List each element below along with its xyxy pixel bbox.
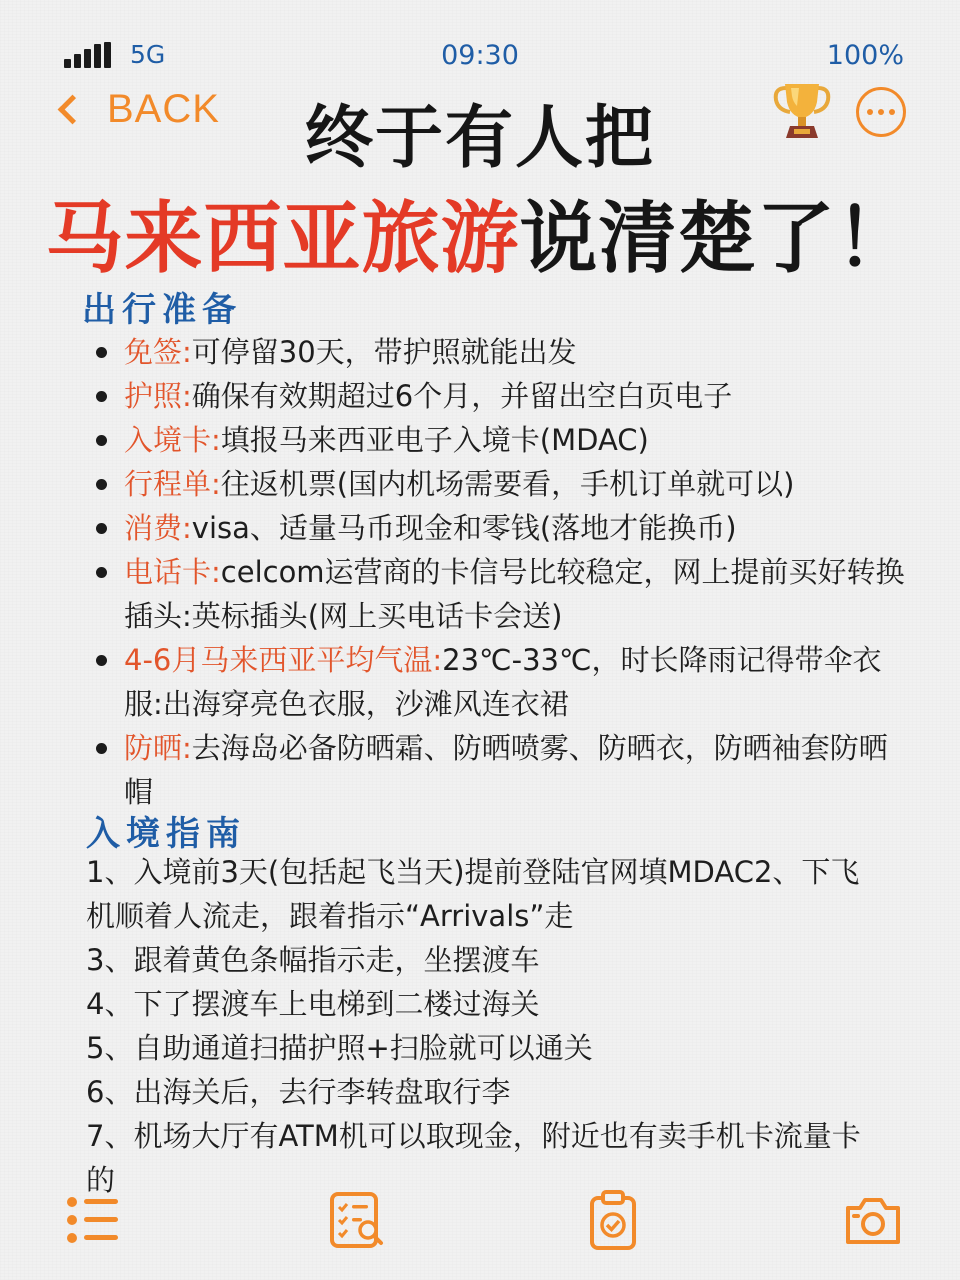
page-title-line2 xyxy=(0,176,960,288)
list-item xyxy=(92,418,912,462)
camera-icon[interactable] xyxy=(842,1190,904,1250)
item-label: 免签: xyxy=(124,335,192,369)
list-item xyxy=(92,550,912,638)
list-item xyxy=(92,374,912,418)
item-label: 行程单: xyxy=(124,467,221,501)
list-item: 1、入境前3天(包括起飞当天)提前登陆官网填MDAC2、下飞机顺着人流走，跟着指示“Arrivals”走 xyxy=(86,855,860,933)
back-label: BACK xyxy=(107,86,220,131)
item-label: 消费: xyxy=(124,511,192,545)
list-item: 7、机场大厅有ATM机可以取现金，附近也有卖手机卡流量卡的 xyxy=(86,1119,861,1197)
preparation-list xyxy=(92,330,912,814)
list-item xyxy=(92,330,912,374)
item-text: 往返机票(国内机场需要看，手机订单就可以) xyxy=(220,467,795,501)
status-bar xyxy=(0,38,960,78)
item-text: visa、适量马币现金和零钱(落地才能换币) xyxy=(191,511,737,545)
list-item xyxy=(92,506,912,550)
list-item: 4、下了摆渡车上电梯到二楼过海关 xyxy=(86,987,540,1021)
list-item: 6、出海关后，去行李转盘取行李 xyxy=(86,1075,511,1109)
list-item: 5、自助通道扫描护照+扫脸就可以通关 xyxy=(86,1031,593,1065)
network-type: 5G xyxy=(130,40,166,69)
item-label: 电话卡: xyxy=(124,555,221,589)
entry-guide-list xyxy=(86,850,886,1202)
clipboard-check-icon[interactable] xyxy=(582,1190,644,1250)
item-text: 可停留30天，带护照就能出发 xyxy=(191,335,577,369)
item-text: 23℃-33℃，时长降雨记得带伞衣服:出海穿亮色衣服，沙滩风连衣裙 xyxy=(124,643,882,721)
list-icon[interactable] xyxy=(62,1190,124,1250)
item-text: celcom运营商的卡信号比较稳定，网上提前买好转换插头:英标插头(网上买电话卡会送) xyxy=(124,555,905,633)
item-label: 防晒: xyxy=(124,731,192,765)
section-heading-preparation: 出行准备 xyxy=(82,290,242,330)
item-text: 填报马来西亚电子入境卡(MDAC) xyxy=(220,423,649,457)
status-time: 09:30 xyxy=(441,40,519,71)
item-label: 入境卡: xyxy=(124,423,221,457)
item-text: 去海岛必备防晒霜、防晒喷雾、防晒衣，防晒袖套防晒帽 xyxy=(124,731,888,809)
list-item xyxy=(92,462,912,506)
item-label: 护照: xyxy=(124,379,192,413)
list-item: 3、跟着黄色条幅指示走，坐摆渡车 xyxy=(86,943,540,977)
section-heading-entry-guide: 入境指南 xyxy=(86,814,246,854)
item-label: 4-6月马来西亚平均气温: xyxy=(124,643,443,677)
list-item xyxy=(92,726,912,814)
list-item xyxy=(92,638,912,726)
title-highlight: 马来西亚旅游 xyxy=(45,194,520,284)
item-text: 确保有效期超过6个月，并留出空白页电子 xyxy=(191,379,733,413)
checklist-search-icon[interactable] xyxy=(326,1190,388,1250)
title-rest: 说清楚了！ xyxy=(519,194,915,284)
battery-level: 100% xyxy=(826,40,904,71)
page-title-line1: 终于有人把 xyxy=(304,99,655,178)
